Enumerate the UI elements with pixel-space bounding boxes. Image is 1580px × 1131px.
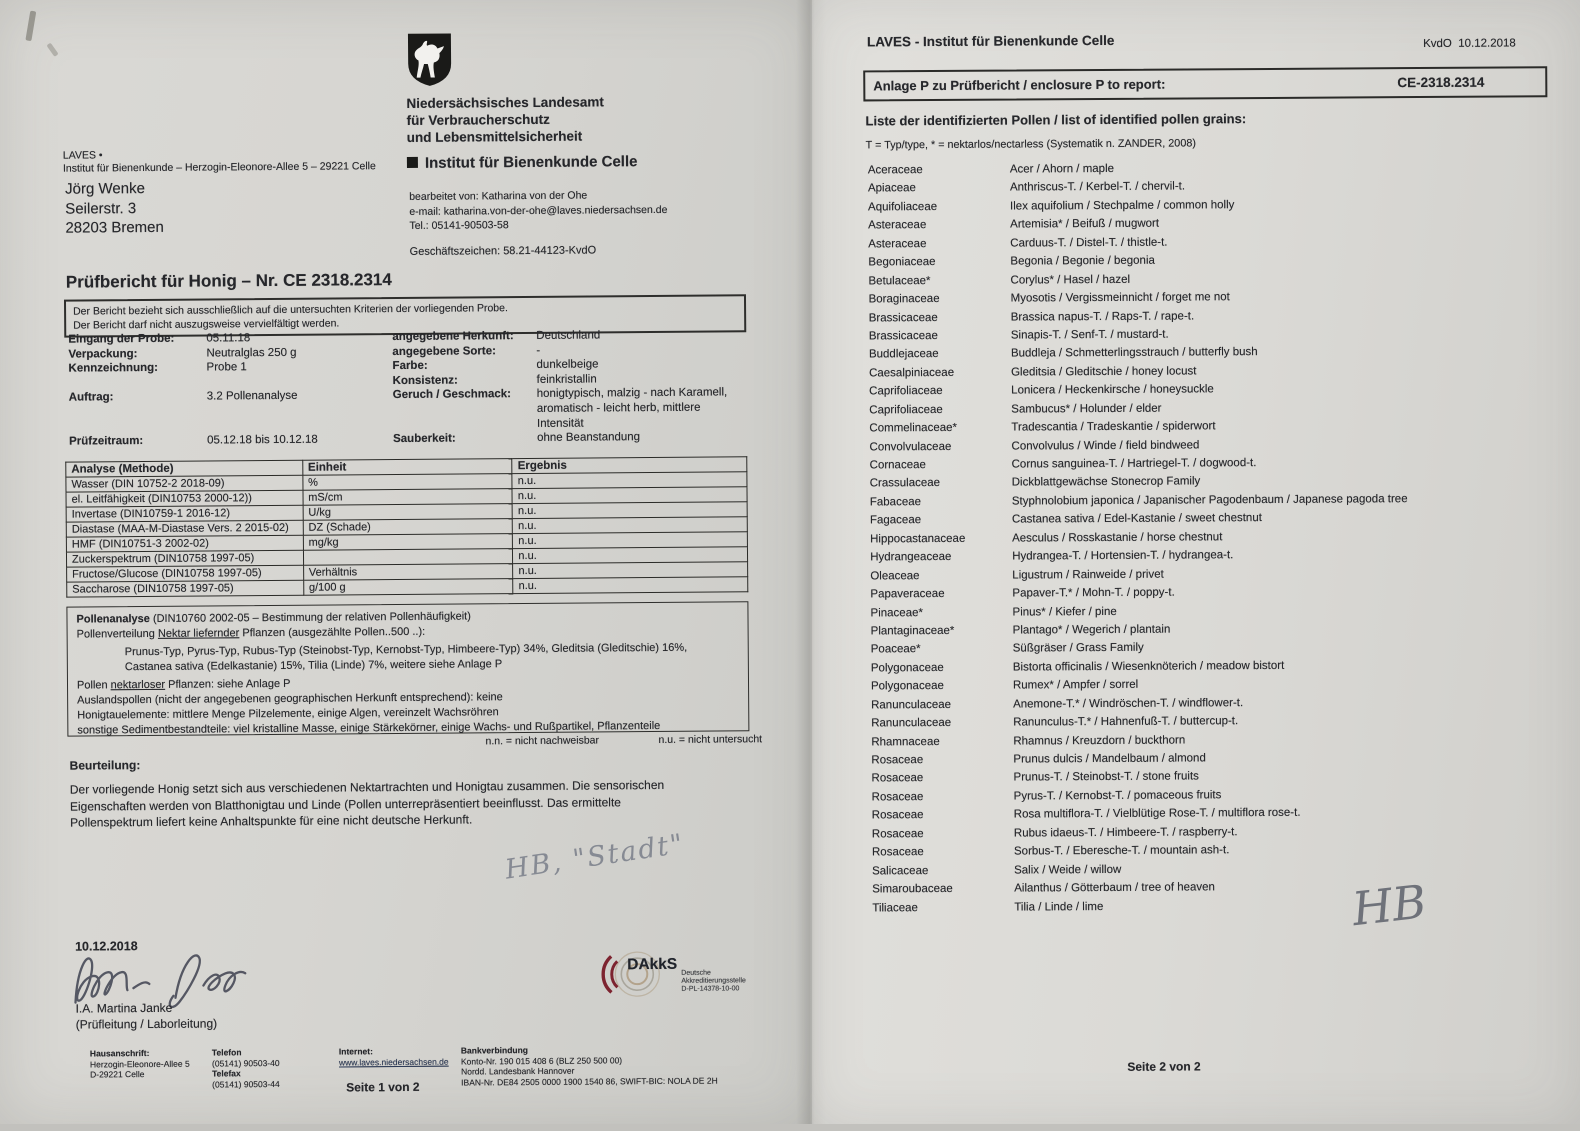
pollen-row — [870, 898, 1550, 921]
sediment-line: sonstige Sedimentbestandteile: viel kristalline Masse, einige Stärkekörner, einige Wachs- und Rußpartikel, Pflanzenteile — [77, 719, 661, 737]
analysis-method: Saccharose (DIN10758 1997-05) — [67, 580, 304, 597]
pollen-family: Commelinaceae* — [869, 422, 958, 435]
agency-name-line: für Verbraucherschutz — [406, 111, 550, 128]
pollen-list-legend: T = Typ/type, * = nektarlos/nectarless (Systematik n. ZANDER, 2008) — [865, 137, 1196, 152]
sample-value: aromatisch - leicht herb, mittlere — [536, 401, 701, 415]
pollen-family: Plantaginaceae* — [870, 624, 955, 638]
sample-value: - — [536, 344, 541, 357]
analysis-method: Fructose/Glucose (DIN10758 1997-05) — [67, 565, 304, 582]
analysis-unit: g/100 g — [303, 579, 513, 596]
analysis-result: n.u. — [513, 577, 748, 594]
assessment-title: Beurteilung: — [69, 758, 141, 773]
pollen-name: Rumex* / Ampfer / sorrel — [1012, 679, 1139, 692]
legend-nu: n.u. = nicht untersucht — [658, 733, 763, 746]
pollen-family: Caesalpiniaceae — [869, 366, 955, 380]
pollen-family: Apiaceae — [867, 182, 916, 195]
footer-line: (05141) 90503-40 — [211, 1057, 280, 1068]
pollen-family: Caprifoliaceae — [869, 385, 943, 398]
pollen-name: Artemisia* / Beifuß / mugwort — [1010, 217, 1160, 231]
recipient-line: Jörg Wenke — [65, 180, 145, 198]
pollen-name: Rosa multiflora-T. / Vielblütige Rose-T. / multiflora rose-t. — [1013, 807, 1301, 821]
pollen-list — [866, 160, 1551, 920]
contact-line: e-mail: katharina.von-der-ohe@laves.niedersachsen.de — [409, 203, 668, 218]
pollen-distribution-value-line: Prunus-Typ, Pyrus-Typ, Rubus-Typ (Steinobst-Typ, Kernobst-Typ, Himbeere-Typ) 34%, Gleditsia (Gleditschie) 16%, — [124, 641, 688, 659]
pollen-family: Polygonaceae — [870, 680, 944, 693]
dakks-name: DAkkS — [627, 955, 678, 974]
handwritten-initials: HB — [1349, 874, 1429, 937]
assessment-line: Der vorliegende Honig setzt sich aus verschiedenen Nektartrachten und Honigtau zusammen. Die sensorischen — [69, 777, 665, 797]
pollen-family: Poaceae* — [870, 643, 921, 656]
pollen-name: Plantago* / Wegerich / plantain — [1012, 623, 1171, 637]
pollen-name: Castanea sativa / Edel-Kastanie / sweet chestnut — [1011, 512, 1262, 526]
pollen-family: Rosaceae — [871, 809, 924, 822]
pollen-name: Tilia / Linde / lime — [1014, 900, 1104, 914]
dakks-text-line: Deutsche — [681, 969, 711, 977]
pollen-family: Rosaceae — [871, 846, 924, 859]
contact-line: Tel.: 05141-90503-58 — [409, 219, 509, 232]
pollen-family: Betulaceae* — [868, 274, 931, 288]
institute-name: Institut für Bienenkunde Celle — [424, 153, 638, 172]
pollen-name: Convolvulus / Winde / field bindweed — [1011, 438, 1200, 453]
analysis-result: n.u. — [512, 472, 747, 489]
sender-line: Institut für Bienenkunde – Herzogin-Eleonore-Allee 5 – 29221 Celle — [62, 160, 376, 175]
pollen-name: Styphnolobium japonica / Japanischer Pagodenbaum / Japanese pagoda tree — [1011, 493, 1408, 508]
pollen-family: Pinaceae* — [870, 606, 923, 619]
pollen-name: Ligustrum / Rainweide / privet — [1012, 568, 1164, 582]
pollen-name: Pinus* / Kiefer / pine — [1012, 605, 1117, 619]
pollen-family: Crassulaceae — [869, 477, 941, 490]
pollen-family: Begoniaceae — [868, 256, 936, 269]
pollen-name: Dickblattgewächse Stonecrop Family — [1011, 475, 1201, 489]
sample-value: ohne Beanstandung — [537, 431, 641, 445]
footer-line: Herzogin-Eleonore-Allee 5 — [89, 1058, 190, 1069]
sample-value: Neutralglas 250 g — [206, 346, 297, 360]
page-number: Seite 1 von 2 — [346, 1079, 420, 1095]
sample-value: feinkristallin — [536, 373, 597, 386]
pollen-family: Boraginaceae — [868, 293, 940, 306]
signer-name: I.A. Martina Janke — [75, 1000, 173, 1016]
analysis-unit: % — [303, 474, 513, 491]
assessment-line: Eigenschaften werden von Blatthonigtau und Linde (Pollen unterrepräsentiert beeinflusst. Das ermittelte — [69, 794, 622, 814]
pollen-name: Myosotis / Vergissmeinnicht / forget me not — [1010, 291, 1230, 305]
footer-line: IBAN-Nr. DE84 2505 0000 1900 1540 86, SWIFT-BIC: NOLA DE 2H — [461, 1075, 718, 1088]
pollen-name: Prunus-T. / Steinobst-T. / stone fruits — [1013, 770, 1199, 784]
pollen-name: Rhamnus / Kreuzdorn / buckthorn — [1013, 734, 1186, 748]
analysis-result: n.u. — [513, 562, 748, 579]
pollen-family: Aquifoliaceae — [868, 200, 938, 214]
analysis-method: Invertase (DIN10759-1 2016-12) — [66, 505, 303, 522]
pollen-name: Sinapis-T. / Senf-T. / mustard-t. — [1010, 328, 1169, 342]
foreign-pollen-line: Auslandspollen (nicht der angegebenen geographischen Herkunft entsprechend): keine — [77, 691, 503, 707]
analysis-unit: DZ (Schade) — [303, 519, 513, 536]
analysis-unit: U/kg — [303, 504, 513, 521]
pollen-family: Rosaceae — [871, 827, 924, 841]
pollen-family: Simaroubaceae — [872, 882, 953, 896]
footer-line: Konto-Nr. 190 015 408 6 (BLZ 250 500 00) — [460, 1054, 623, 1067]
text-underlined: Nektar liefernder — [157, 627, 240, 640]
sample-label: Verpackung: — [68, 347, 138, 361]
sample-value: 05.12.18 bis 10.12.18 — [207, 433, 318, 447]
pollen-name: Acer / Ahorn / maple — [1009, 162, 1115, 176]
sample-label: Geruch / Geschmack: — [392, 388, 512, 402]
contact-line: bearbeitet von: Katharina von der Ohe — [409, 189, 588, 203]
analysis-result: n.u. — [513, 547, 748, 564]
sample-label: Eingang der Probe: — [68, 332, 175, 346]
page-number: Seite 2 von 2 — [1127, 1059, 1201, 1074]
sample-label: Konsistenz: — [392, 374, 458, 387]
pollen-name: Lonicera / Heckenkirsche / honeysuckle — [1011, 383, 1214, 397]
analysis-result: n.u. — [512, 502, 747, 519]
agency-name-line: Niedersächsisches Landesamt — [406, 94, 604, 111]
analysis-method: Diastase (MAA-M-Diastase Vers. 2 2015-02) — [66, 520, 303, 537]
column-header: Einheit — [302, 459, 512, 476]
footer-label: Telefon — [211, 1047, 242, 1058]
pollen-name: Corylus* / Hasel / hazel — [1010, 273, 1131, 287]
pollen-name: Cornus sanguinea-T. / Hartriegel-T. / dogwood-t. — [1011, 457, 1257, 471]
pollen-family: Aceraceae — [867, 164, 923, 177]
recipient-line: Seilerstr. 3 — [65, 199, 137, 218]
sample-value: Intensität — [536, 417, 584, 430]
notice-line: Der Bericht darf nicht auszugsweise vervielfältigt werden. — [73, 317, 340, 332]
pollen-name: Salix / Weide / willow — [1014, 863, 1122, 877]
pollen-name: Prunus dulcis / Mandelbaum / almond — [1013, 752, 1206, 766]
pollen-name: Anemone-T.* / Windröschen-T. / windflower-t. — [1013, 696, 1244, 711]
pollen-family: Caprifoliaceae — [869, 403, 943, 417]
text: Pollenverteilung — [76, 627, 159, 641]
pollen-family: Asteraceae — [868, 237, 927, 251]
pollen-family: Buddlejaceae — [868, 348, 939, 361]
footer-label: Hausanschrift: — [89, 1047, 150, 1059]
analysis-method: HMF (DIN10751-3 2002-02) — [66, 535, 303, 552]
pollen-name: Begonia / Begonie / begonia — [1010, 254, 1155, 268]
pollen-family: Hippocastanaceae — [870, 532, 966, 546]
enclosure-box — [863, 66, 1547, 101]
report-title: Prüfbericht für Honig – Nr. CE 2318.2314 — [65, 270, 392, 292]
pollen-family: Asteraceae — [868, 219, 927, 232]
pollen-distribution-value-line: Castanea sativa (Edelkastanie) 15%, Tilia (Linde) 7%, weitere siehe Anlage P — [124, 658, 503, 674]
analysis-result: n.u. — [513, 532, 748, 549]
page2-ref-date: KvdO 10.12.2018 — [1423, 37, 1516, 51]
pollen-name: Brassica napus-T. / Raps-T. / rape-t. — [1010, 309, 1195, 324]
pollen-name: Gleditsia / Gleditschie / honey locust — [1011, 365, 1197, 379]
dakks-text-line: Akkreditierungsstelle — [681, 977, 746, 985]
footer-label: Internet: — [338, 1046, 373, 1057]
sample-label: angegebene Herkunft: — [392, 330, 514, 344]
pollen-family: Rhamnaceae — [871, 735, 940, 748]
analysis-result: n.u. — [513, 517, 748, 534]
column-header: Analyse (Methode) — [66, 460, 303, 477]
analysis-result: n.u. — [512, 487, 747, 504]
pollen-name: Rubus idaeus-T. / Himbeere-T. / raspberry-t. — [1013, 825, 1238, 840]
dakks-text-line: D-PL-14378-10-00 — [681, 985, 740, 993]
column-header: Ergebnis — [512, 457, 747, 474]
pollen-name: Aesculus / Rosskastanie / horse chestnut — [1012, 531, 1223, 545]
analysis-unit: mS/cm — [303, 489, 513, 506]
footer-label: Bankverbindung — [460, 1045, 528, 1056]
analysis-method: Wasser (DIN 10752-2 2018-09) — [66, 475, 303, 492]
pollen-name: Buddleja / Schmetterlingsstrauch / butterfly bush — [1010, 346, 1258, 360]
footer-label: Telefax — [212, 1068, 241, 1079]
text-underlined: nektarloser — [110, 678, 166, 692]
honeydew-line: Honigtauelemente: mittlere Menge Pilzelemente, einige Algen, vereinzelt Wachsröhren — [77, 706, 499, 722]
text: Pflanzen: siehe Anlage P — [165, 677, 291, 691]
sample-value: dunkelbeige — [536, 358, 599, 372]
pollen-family: Polygonaceae — [870, 661, 944, 675]
pollen-name: Anthriscus-T. / Kerbel-T. / chervil-t. — [1009, 180, 1186, 194]
sample-label: Sauberkeit: — [393, 432, 456, 446]
pollen-name: Carduus-T. / Distel-T. / thistle-t. — [1010, 236, 1168, 250]
pollen-family: Ranunculaceae — [871, 717, 952, 730]
enclosure-label: Anlage P zu Prüfbericht / enclosure P to report: — [873, 76, 1166, 94]
sample-label: Farbe: — [392, 359, 428, 373]
report-date: 10.12.2018 — [75, 939, 138, 954]
pollen-family: Ranunculaceae — [871, 698, 952, 712]
assessment-line: Pollenspektrum liefert keine Anhaltspunkte für eine nicht deutsche Herkunft. — [70, 812, 473, 830]
pollen-box-title-bold: Pollenanalyse — [76, 612, 150, 626]
pollen-family: Brassicaceae — [868, 329, 938, 343]
pollen-name: Ranunculus-T.* / Hahnenfuß-T. / buttercup-t. — [1013, 715, 1239, 729]
legend-nn: n.n. = nicht nachweisbar — [485, 734, 600, 748]
notice-line: Der Bericht bezieht sich ausschließlich auf die untersuchten Kriterien der vorliegenden Probe. — [73, 302, 508, 318]
sample-value: Probe 1 — [206, 361, 247, 374]
pollen-name: Süßgräser / Grass Family — [1012, 642, 1144, 655]
page2-header: LAVES - Institut für Bienenkunde Celle — [866, 32, 1115, 50]
pollen-family: Convolvulaceae — [869, 440, 952, 453]
agency-name-line: und Lebensmittelsicherheit — [406, 128, 583, 145]
handwritten-note: HB, "Stadt" — [503, 828, 687, 886]
pollen-name: Papaver-T.* / Mohn-T. / poppy-t. — [1012, 586, 1175, 600]
pollen-family: Papaveraceae — [870, 588, 945, 601]
pollen-name: Ilex aquifolium / Stechpalme / common holly — [1010, 199, 1235, 213]
sample-label: Auftrag: — [68, 391, 114, 404]
pollen-family: Rosaceae — [871, 754, 924, 767]
pollen-name: Tradescantia / Tradeskantie / spiderwort — [1011, 420, 1216, 434]
text: Pollen — [76, 679, 111, 692]
pollen-name: Sambucus* / Holunder / elder — [1011, 402, 1162, 416]
pollen-family: Brassicaceae — [868, 311, 938, 324]
analysis-method: Zuckerspektrum (DIN10758 1997-05) — [66, 550, 303, 567]
report-number: CE-2318.2314 — [1397, 74, 1485, 91]
analysis-unit: mg/kg — [303, 534, 513, 551]
sample-value: Deutschland — [536, 329, 601, 342]
sample-value: 05.11.18 — [206, 332, 251, 345]
footer-line: Nordd. Landesbank Hannover — [461, 1065, 575, 1077]
pollen-family: Rosaceae — [871, 790, 924, 804]
sample-label: Kennzeichnung: — [68, 362, 159, 375]
pollen-family: Oleaceae — [870, 569, 920, 583]
sample-value: honigtypisch, malzig - nach Karamell, — [536, 386, 728, 401]
footer-line: D-29221 Celle — [90, 1069, 145, 1080]
text: Pflanzen (ausgezählte Pollen..500 ..): — [239, 625, 426, 640]
pollen-name: Pyrus-T. / Kernobst-T. / pomaceous fruits — [1013, 789, 1222, 803]
pollen-name: Ailanthus / Götterbaum / tree of heaven — [1014, 881, 1215, 895]
pollen-family: Fabaceae — [869, 495, 922, 509]
sample-value: 3.2 Pollenanalyse — [206, 390, 298, 403]
pollen-list-title: Liste der identifizierten Pollen / list of identified pollen grains: — [865, 111, 1247, 129]
sender-line: LAVES • — [62, 149, 103, 162]
analysis-unit: Verhältnis — [303, 564, 513, 581]
pollen-box-title-rest: (DIN10760 2002-05 – Bestimmung der relativen Pollenhäufigkeit) — [149, 610, 471, 625]
recipient-line: 28203 Bremen — [65, 218, 164, 237]
pollen-family: Cornaceae — [869, 459, 926, 472]
pollen-family: Hydrangeaceae — [870, 551, 952, 564]
footer-line: (05141) 90503-44 — [212, 1078, 280, 1089]
analysis-method: el. Leitfähigkeit (DIN10753 2000-12)) — [66, 490, 303, 507]
pollen-name: Bistorta officinalis / Wiesenknöterich / meadow bistort — [1012, 659, 1285, 674]
pollen-family: Fagaceae — [869, 514, 922, 527]
pollen-family: Tiliaceae — [872, 901, 918, 914]
signer-role: (Prüfleitung / Laborleitung) — [75, 1016, 218, 1032]
website-link: www.laves.niedersachsen.de — [338, 1056, 449, 1068]
pollen-family: Rosaceae — [871, 772, 924, 785]
sample-label: Prüfzeitraum: — [69, 435, 144, 448]
file-reference: Geschäftszeichen: 58.21-44123-KvdO — [409, 244, 597, 258]
pollen-name: Sorbus-T. / Eberesche-T. / mountain ash-t. — [1013, 844, 1230, 858]
pollen-name: Hydrangea-T. / Hortensien-T. / hydrangea-t. — [1012, 549, 1234, 563]
sample-label: angegebene Sorte: — [392, 344, 496, 358]
pollen-family: Salicaceae — [872, 864, 929, 878]
